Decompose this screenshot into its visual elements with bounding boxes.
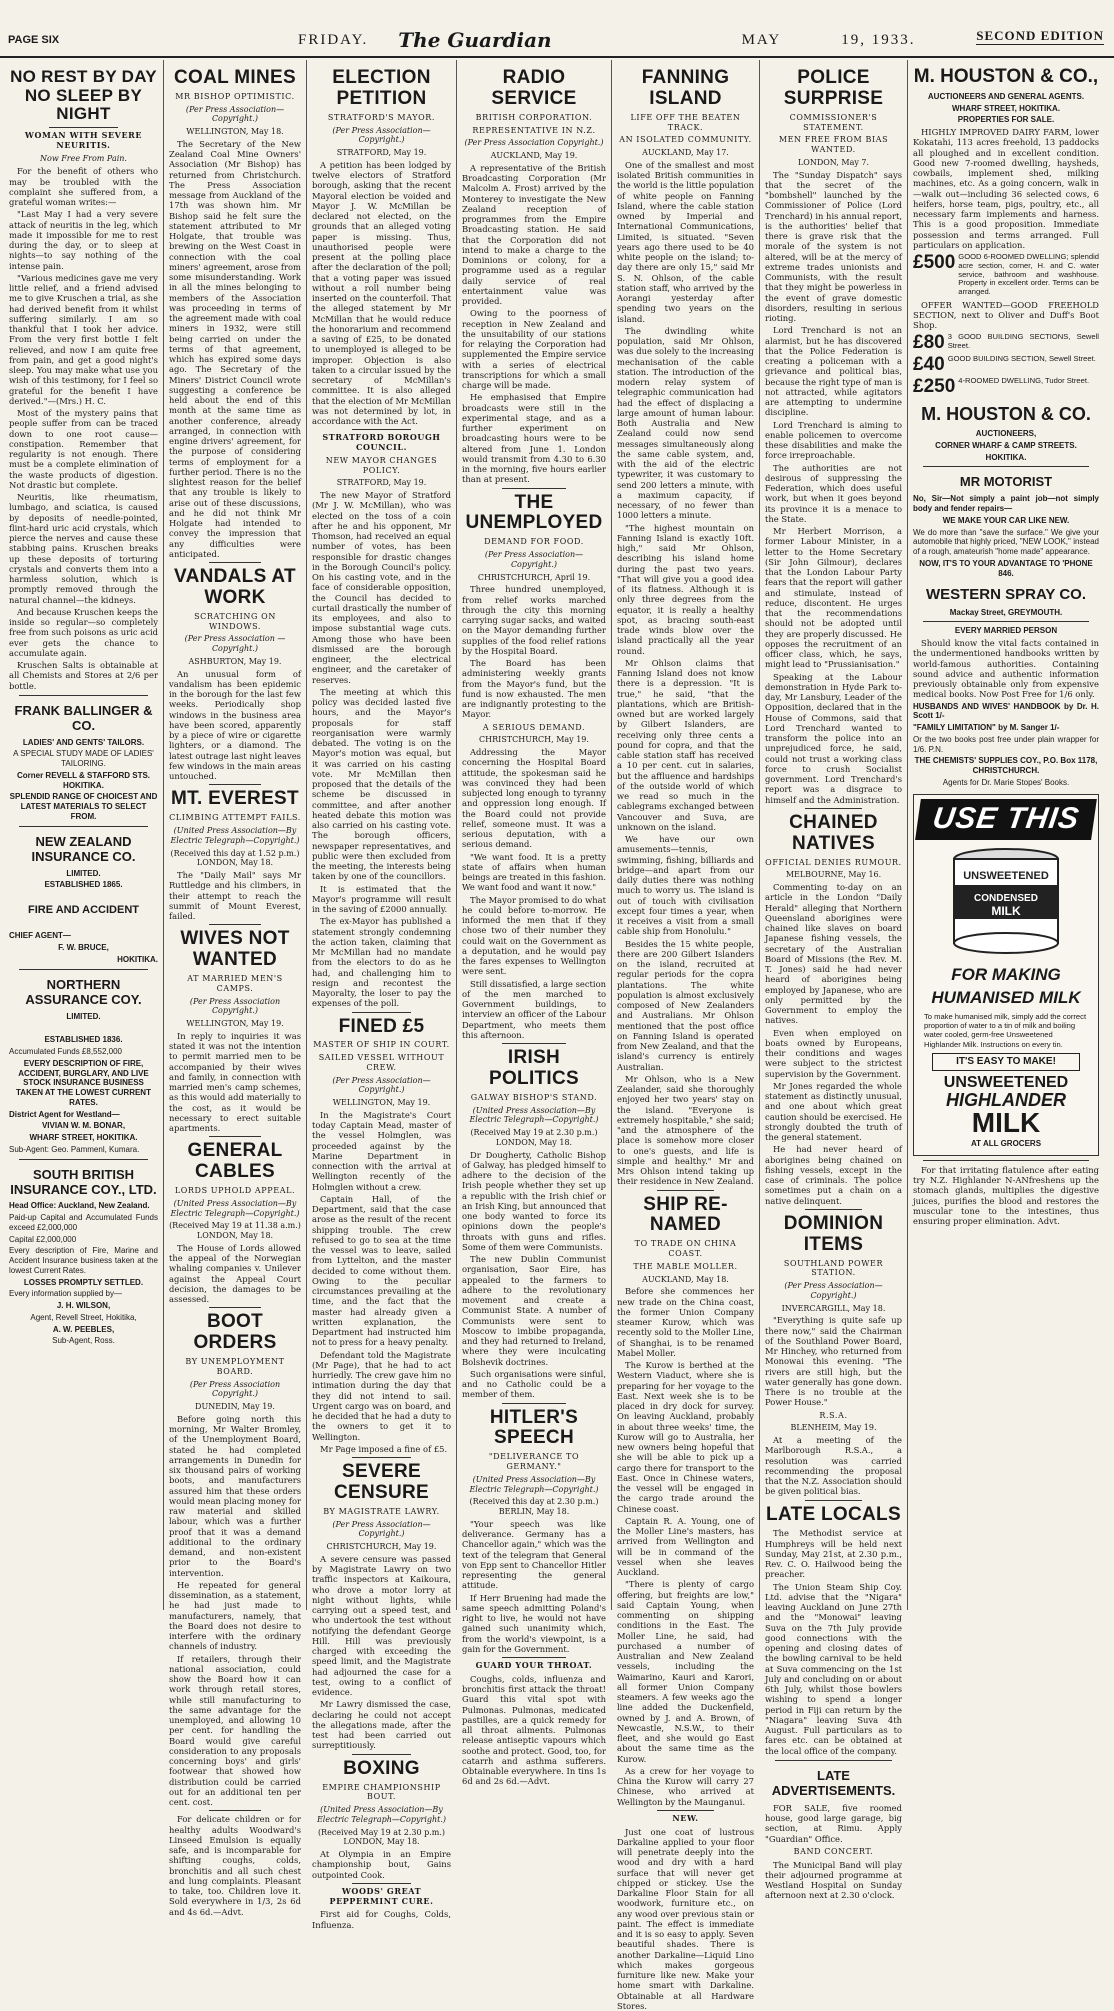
divider xyxy=(209,924,261,925)
article-paragraph: The Municipal Band will play their adjourned programme at Westland Hospital on Sunday afternoon next at 2.30 o'clock. xyxy=(765,1859,902,1901)
ad-line: Every information supplied by— xyxy=(9,1289,122,1299)
subheading: COMMISSIONER'S STATEMENT. xyxy=(789,112,878,132)
milk-instructions: To make humanised milk, simply add the correct proportion of water to a tin of milk and boiling water cooled, germ-free Unsweetened Highlander Milk. Instructions on every tin. xyxy=(924,1011,1087,1049)
ad-line: No, Sir—Not simply a paint job—not simply body and fender repairs— xyxy=(913,494,1099,514)
ad-line: Or the two books post free under plain wrapper for 1/6. P.N. xyxy=(913,734,1099,754)
dateline: CHRISTCHURCH, May 19. xyxy=(326,1542,437,1552)
price-listing xyxy=(913,253,1099,297)
dateline: WELLINGTON, May 19. xyxy=(332,1098,431,1108)
milk-tin-icon xyxy=(931,845,1081,955)
headline: DOMINION ITEMS xyxy=(783,1212,884,1255)
ad-paragraph: HIGHLY IMPROVED DAIRY FARM, lower Kokatahi, 113 acres freehold, 13 paddocks all ploughed and in excellent condition. Good new 7-roomed dwelling, haysheds, cowbails, implement shed, milking machines, etc. As a going concern, walk in—walk out—including 36 selected cows, 6 heifers, horse team, pigs, poultry, etc., all necessary farm implements and harness. This is a good proposition. Immediate possession and terms arranged. Full particulars on application. xyxy=(913,127,1099,250)
divider xyxy=(209,1307,261,1308)
credit-line: (United Press Association—By Electric Telegraph—Copyright.) xyxy=(316,1805,447,1824)
article-paragraph: Most of the mystery pains that people suffer from can be traced down to one root cause—constipation. Remember that regularity is not enough. There must be a complete elimination of the waste products of digestion. Not drastic but complete. xyxy=(9,408,158,490)
credit-line: (Per Press Association— Copyright.) xyxy=(332,125,431,145)
article-paragraph: Mr Ohlson, who is a New Zealander, said she thoroughly enjoyed her two years' stay on the island. "Everyone is extremely hospitable," she said; "and the atmosphere of the place is somehow more closer to one's guests, and life is simple and healthy." Mr and Mrs Ohlson intend taking up their residence in New Zealand. xyxy=(617,1073,754,1187)
divider xyxy=(923,621,1089,622)
price-amount: £500 xyxy=(913,252,956,274)
article-paragraph: The "Daily Mail" says Mr Ruttledge and his climbers, in their attempt to reach the summit of Mount Everest, failed. xyxy=(169,870,301,922)
dateline: AUCKLAND, May 19. xyxy=(490,151,578,161)
dateline: STRATFORD, May 19. xyxy=(336,478,427,488)
divider xyxy=(352,1754,411,1755)
subheading: GALWAY BISHOP'S STAND. xyxy=(470,1092,598,1102)
ad-line: EVERY DESCRIPTION OF FIRE, ACCIDENT, BURGLARY, AND LIVE STOCK INSURANCE BUSINESS TAKEN AT THE LOWEST CURRENT RATES. xyxy=(16,1058,151,1107)
ad-line: AUCTIONEERS AND GENERAL AGENTS. xyxy=(927,91,1085,101)
price-amount: £80 xyxy=(913,332,945,354)
credit-line: (Per Press Association—Copyright.) xyxy=(332,1519,431,1539)
milk-tagline: HUMANISED MILK xyxy=(931,988,1081,1008)
article-paragraph: FOR SALE, five roomed house, good large garage, big section, at Rimu. Apply "Guardian" Office. xyxy=(765,1802,902,1844)
subheading: Now Free From Pain. xyxy=(40,153,127,163)
ad-line: VIVIAN W. M. BONAR, xyxy=(41,1121,126,1131)
ad-line: ESTABLISHED 1865. xyxy=(44,880,123,890)
subheading: THE MABLE MOLLER. xyxy=(633,1261,738,1271)
dateline: (Received this day at 1.52 p.m.) LONDON, May 18. xyxy=(170,848,300,868)
dateline: (Received this day at 2.30 p.m.) BERLIN, May 18. xyxy=(469,1497,599,1517)
divider xyxy=(352,1012,411,1013)
subheading: CLIMBING ATTEMPT FAILS. xyxy=(169,813,301,823)
article-paragraph: Addressing the Mayor concerning the Hospital Board attitude, the spokesman said he was convinced they had been subjected long enough to tyranny and oppression long enough. If the Board could not provide relief, someone must. It was a serious deputation, with a serious demand. xyxy=(462,747,606,850)
dateline: LONDON, May 7. xyxy=(797,157,870,167)
columns xyxy=(4,60,1110,2011)
ad-line: SPLENDID RANGE OF CHOICEST AND LATEST MATERIALS TO SELECT FROM. xyxy=(9,792,158,821)
divider xyxy=(352,1457,411,1458)
divider xyxy=(352,429,411,430)
headline: FINED £5 xyxy=(338,1015,425,1037)
subheading: DEMAND FOR FOOD. xyxy=(484,537,584,547)
article-paragraph: Neuritis, like rheumatism, lumbago, and sciatica, is caused by deposits of needle-pointed, flint-hard uric acid crystals, which pierce the nerves and cause these stabbing pains. Kruschen breaks up these deposits of torturing crystals and converts them into a harmless solution, which is promptly removed through the natural channel—the kidneys. xyxy=(9,492,158,605)
credit-line: (Per Press Association— Copyright.) xyxy=(332,1075,431,1095)
price-amount: £250 xyxy=(913,376,956,398)
ad-title: MR MOTORIST xyxy=(959,474,1053,490)
article-paragraph: "Your speech was like deliverance. Germany has a Chancellor again," which was the text of the telegram that General von Epp sent to Chancellor Hitler representing the general attitude. xyxy=(462,1518,606,1591)
ad-line: Agent, Revell Street, Hokitika, xyxy=(30,1312,137,1322)
divider xyxy=(209,1810,261,1811)
dateline: STRATFORD, May 19. xyxy=(336,148,427,158)
article-paragraph: Mr Ohlson claims that Fanning Island does not know there is a depression. "It is true," he said, "that the plantations, which are British-owned but are worked largely by Gilbert Islanders, are receiving only three cents a pound for copra, and that the cable station staff has received a 10 per cent. cut in salaries, but the affluence and hardships of the outside world of which we read so much in the cablegrams exchanged between Vancouver and Suva, are unknown on the island. xyxy=(617,657,754,832)
divider xyxy=(657,1190,714,1191)
article-paragraph: "The highest mountain on Fanning Island is exactly 10ft. high," said Mr Ohlson, describing his island home during the past two years. "That will give you a good idea of its flatness. Although it is only three degrees from the equator, it is really a healthy spot, as bracing south-east trade winds blow over the island practically all the year round. xyxy=(617,522,754,656)
dateline: (Received May 19 at 2.30 p.m.) LONDON, May 18. xyxy=(470,1128,598,1147)
headline: CHAINED NATIVES xyxy=(789,811,878,854)
milk-brand: MILK xyxy=(971,1107,1041,1139)
ad-paragraph: For that irritating flatulence after eating try N.Z. Highlander N-ANfreshens up the stomach glands, multiplies the digestive juices, purifies the blood and restores the muscular tone to the intestines, thus ensuring proper elimination. Advt. xyxy=(913,1164,1099,1227)
subheading: MR BISHOP OPTIMISTIC. xyxy=(175,91,295,101)
article-paragraph: The Board has been administering weekly grants from the Mayor's fund, but the fund is now exhausted. The men are indignantly protesting to the Mayor. xyxy=(462,658,606,720)
subheading: MASTER OF SHIP IN COURT. xyxy=(313,1040,450,1050)
subheading: BY UNEMPLOYMENT BOARD. xyxy=(185,1357,285,1376)
article-paragraph: The Secretary of the New Zealand Coal Mine Owners' Association (Mr Bishop) has returned from Christchurch. The Press Association message from Auckland of the 17th was shown him. Mr Bishop said he felt sure the statement attributed to Mr Holgate, that trouble was brewing on the West Coast in connection with the coal miners' agreement, arose from some misunderstanding. Work in all the mines belonging to members of the Association was proceeding in terms of the agreement made with coal miners in 1932, were still being carried on under the terms of that agreement, which has expired some days ago. The Secretary of the Miners' District Council wrote suggesting a conference be held about the end of this month at the same time as another conference, already arranged, in connection with engine drivers' agreement, for the purpose of considering terms of employment for a further period. There is no the slightest reason for the belief that any trouble is likely to arise out of these discussions, and he did not think Mr Holgate had intended to convey the impression that any difficulties were anticipated. xyxy=(169,138,301,559)
ad-line: A. W. PEEBLES, xyxy=(52,1324,115,1334)
ad-line: A SPECIAL STUDY MADE OF LADIES' TAILORING. xyxy=(13,749,154,769)
article-paragraph: A severe censure was passed by Magistrate Lawry on two traffic inspectors at Kaikoura, who drove a motor lorry at night without lights, while carrying out a speed test, and who undertook the test without notifying the defendant George Hill. Hill was previously charged with exceeding the speed limit, and the Magistrate had adjourned the case for a test, owing to a conflict of evidence. xyxy=(312,1553,451,1698)
article-paragraph: In the Magistrate's Court today Captain Mead, master of the vessel Holmglen, was proceeded against by the Marine Department in connection with the arrival at Wellington recently of the Holmglen without a crew. xyxy=(312,1109,451,1192)
article-paragraph: The dwindling white population, said Mr Ohlson, was due solely to the increasing mechanisation of the cable station. The introduction of the modern relay system of telegraphic communication had had the effect of displacing a large amount of human labour. Both Australia and New Zealand could now send messages simultaneously along the same cable system, and, with the aid of the electric typewriter, it was customary to send 200 letters a minute, with a maximum capacity, if necessary, of no fewer than 1000 letters a minute. xyxy=(617,325,754,521)
subheading: EMPIRE CHAMPIONSHIP BOUT. xyxy=(322,1782,441,1802)
article-paragraph: The meeting at which this policy was decided lasted five hours, and the Mayor's proposals for staff reorganisation were warmly debated. The voting is on the Mayor's motion was equal, but it was carried on his casting vote. Mr McMillan then proposed that the details of the scheme be discussed in committee, and after another heated debate this motion was also carried on his casting vote. The borough officers, newspaper representatives, and public were then excluded from the meeting, the interests being taken by one of the councillors. xyxy=(312,686,451,882)
subheading: SOUTHLAND POWER STATION. xyxy=(783,1258,884,1278)
article-paragraph: The new Dublin Communist organisation, Saor Eire, has appealed to the farmers to adhere to the revolutionary movement and create a Communist State. A number of Communists were sent to Moscow to imbibe propaganda, and they had returned to Ireland, where they were inculcating Bolshevik doctrines. xyxy=(462,1254,606,1367)
ad-line: F. W. BRUCE, xyxy=(58,943,109,953)
dateline: CHRISTCHURCH, April 19. xyxy=(477,572,591,582)
divider xyxy=(923,466,1089,467)
headline: FANNING ISLAND xyxy=(641,67,730,109)
milk-advertisement xyxy=(913,794,1099,1156)
subheading: NEW MAYOR CHANGES POLICY. xyxy=(325,455,438,475)
credit-line: (Per Press Association— Copyright.) xyxy=(185,104,285,124)
price-amount: £40 xyxy=(913,354,945,376)
article-paragraph: Even when employed on boats owned by Europeans, their conditions and wages were subject to the strictest supervision by the Government. xyxy=(765,1027,902,1079)
subheading: WOMAN WITH SEVERE NEURITIS. xyxy=(24,130,143,150)
article-paragraph: Before going north this morning, Mr Walter Bromley, of the Unemployment Board, stated he had completed arrangements in Dunedin for six thousand pairs of working boots, and manufacturers assured him that these orders would mean placing money for raw material and skilled labour, which was a further proof that it was a demand additional to the ordinary demand, and non-existent prior to the Board's intervention. xyxy=(169,1413,301,1578)
ad-title: EVERY MARRIED PERSON xyxy=(954,626,1058,636)
article-paragraph: Still dissatisfied, a large section of the men marched to Government buildings, to interview an officer of the Labour Department, who meets them this afternoon. xyxy=(462,978,606,1040)
headline: LATE LOCALS xyxy=(766,1503,901,1525)
price-description: GOOD BUILDING SECTION, Sewell Street. xyxy=(947,354,1096,364)
article-paragraph: In reply to inquiries it was stated it was not the intention to permit married men to be accompanied by their wives and family, in connection with married men's camp schemes, as this would add materially to the cost, as it would be necessary to erect suitable apartments. xyxy=(169,1030,301,1134)
ad-line: LADIES' AND GENTS' TAILORS. xyxy=(22,737,145,747)
headline: HITLER'S SPEECH xyxy=(489,1406,579,1449)
milk-easy-label: IT'S EASY TO MAKE! xyxy=(932,1053,1080,1071)
ad-line: PROPERTIES FOR SALE. xyxy=(957,115,1055,125)
divider xyxy=(49,127,118,128)
ad-line: ESTABLISHED 1836. xyxy=(44,1035,123,1045)
tin-label-mid: CONDENSED xyxy=(974,893,1038,905)
ad-line: LIMITED. xyxy=(66,868,101,878)
divider xyxy=(805,1500,862,1501)
milk-brand: UNSWEETENED xyxy=(943,1074,1069,1092)
ad-line: Sub-Agent: Geo. Pammenl, Kumara. xyxy=(9,1144,140,1154)
price-listing xyxy=(913,333,1099,352)
divider xyxy=(775,1760,892,1761)
article-paragraph: Such organisations were sinful, and no Catholic could be a member of them. xyxy=(462,1368,606,1400)
divider xyxy=(502,1657,566,1658)
credit-line: (Per Press Association Copyright.) xyxy=(189,1379,281,1399)
divider xyxy=(209,784,261,785)
subheading: AN ISOLATED COMMUNITY. xyxy=(619,135,752,145)
ad-line: WHARF STREET, HOKITIKA. xyxy=(952,103,1060,113)
divider xyxy=(502,488,566,489)
article-paragraph: The House of Lords allowed the appeal of the Norwegian whaling companies v. Unilever against the Appeal Court decision, the damages to be assessed. xyxy=(169,1242,301,1305)
credit-line: (Per Press Association— Copyright.) xyxy=(784,1281,883,1300)
subheading: STRATFORD'S MAYOR. xyxy=(327,112,436,122)
divider xyxy=(502,1043,566,1044)
article-paragraph: A petition has been lodged by twelve electors of Stratford borough, asking that the recent Mayoral election be voided and Mayor J. W. McMillan be declared not elected, on the grounds that an alleged voting paper is missing. Thus, unauthorised people were present at the polling place after the declaration of the poll; that a voting paper was issued without a roll number being inserted on the counterfoil. That the alleged statement by Mr McMillan that he would reduce the honorarium and recommend a saving of £25, to be donated to unemployed is alleged to be improper. Objection is also taken to a circular issued by the secretary of McMillan's committee. It is also alleged that the election of Mr McMillan was not determined by lot, in accordance with the Act. xyxy=(312,159,451,427)
issue-day: FRIDAY. xyxy=(298,31,369,48)
subheading: STRATFORD BOROUGH COUNCIL. xyxy=(322,432,441,453)
subheading: BY MAGISTRATE LAWRY. xyxy=(323,1506,440,1516)
ad-line: FIRE AND ACCIDENT xyxy=(27,904,139,917)
article-paragraph: The new Mayor of Stratford (Mr J. W. McMillan), who was elected on the toss of a coin after he and his opponent, Mr Thomson, had received an equal number of votes, has been responsible for drastic changes in the Borough Council's policy. On his casting vote, and in the face of considerable opposition, the Council has decided to curtail drastically the number of its employees, and also to impose substantial wage cuts. Among those who have been dismissed are the borough engineer, the electrical engineer, and the caretaker of reserves. xyxy=(312,490,451,685)
divider xyxy=(923,1160,1089,1161)
column-3 xyxy=(307,60,457,1930)
subheading: "DELIVERANCE TO GERMANY." xyxy=(488,1452,580,1472)
ad-line: "FAMILY LIMITATION" by M. Sanger 1/- xyxy=(913,723,1060,733)
article-paragraph: Commenting to-day on an article in the London "Daily Herald" alleging that Northern Queensland aborigines were chained like slaves on board Japanese fishing vessels, the secretary of the Australian Board of Missions (the Rev. M. T. Jones) said he had never heard of aborigines being employed by Japanese, who are only permitted by the Government to employ the natives. xyxy=(765,882,902,1026)
credit-line: (United Press Association—By Electric Telegraph—Copyright.) xyxy=(469,1474,599,1494)
article-paragraph: He emphasised that Empire broadcasts were still in the experimental stage, and as a further experiment on broadcasting hours were to be altered from June 1. London would transmit from 4.30 to 6.30 in the morning, five hours earlier than at present. xyxy=(462,392,606,485)
divider xyxy=(502,1403,566,1404)
divider xyxy=(19,1159,148,1160)
headline: RADIO SERVICE xyxy=(491,67,577,109)
headline: ELECTION PETITION xyxy=(332,67,431,109)
article-paragraph: The Union Steam Ship Coy. Ltd. advise that the "Nigara" leaving Auckland on June 27th and the "Monowai" leaving Suva on the 7th July provide good connections with the opening and closing dates of the bowling carnival to be held at Suva commencing on the 1st July and concluding on or about 6th July, whilst those bowlers wishing to spend a longer period in Fiji can return by the "Niagara" leaving Suva 4th August. Full particulars as to fares etc. can be obtained at the local office of the company. xyxy=(765,1581,902,1756)
article-paragraph: Coughs, colds, influenza and bronchitis first attack the throat! Guard this vital spot with Pulmonas. Pulmonas, medicated pastilles, are a quick remedy for all throat ailments. Pulmonas release antiseptic vapours which soothe and protect. Good, too, for catarrh and asthma sufferers. Obtainable everywhere. In tins 1s 6d and 2s 6d.—Advt. xyxy=(462,1673,606,1787)
article-paragraph: Mr Lawry dismissed the case, declaring he could not accept the allegations made, after the test had been carried out surreptitiously. xyxy=(312,1699,451,1751)
subheading: NEW. xyxy=(672,1812,699,1823)
article-paragraph: The Kurow is berthed at the Western Viaduct, where she is preparing for her voyage to the East. Next week she is to be placed in dry dock for survey. On leaving Auckland, probably in about three weeks' time, the Kurow will go to Australia, her new owners being hopeful that she will be able to pick up a cargo there for transport to the East. Once in Chinese waters, the vessel will be engaged in the cargo trade around the Chinese coast. xyxy=(617,1360,754,1514)
ad-line: We do more than "save the surface." We give your automobile that highly priced, "NEW LOOK," instead of a rough, amateurish "home made" appearance. xyxy=(913,527,1099,557)
article-paragraph: Lord Trenchard is not an alarmist, but he has discovered that the Police Federation is creating a policeman with a grievance and political bias, because the right type of man is not attracted, while agitators are attempting to undermine discipline. xyxy=(765,325,903,418)
credit-line: (United Press Association—By Electric Telegraph—Copyright.) xyxy=(469,1105,599,1125)
ad-line: Corner REVELL & STAFFORD STS. HOKITIKA. xyxy=(16,770,151,790)
milk-tagline: FOR MAKING xyxy=(951,965,1061,985)
column-7 xyxy=(908,60,1104,1610)
divider xyxy=(657,1810,714,1811)
issue-month: MAY xyxy=(741,31,782,48)
article-paragraph: Lord Trenchard is aiming to enable policemen to overcome these disabilities and make the force irreproachable. xyxy=(765,419,902,461)
article-paragraph: We have our own amusements—tennis, swimming, fishing, billiards and bridge—and apart from our daily duties there was nothing much to worry us. The island is out of touch with civilisation except four times a year, when it receives a visit from a small cable ship from Honolulu." xyxy=(617,834,754,937)
article-paragraph: One of the smallest and most isolated British communities in the world is the little population of white people on Fanning Island, where the cable station owned by Imperial and International Communications, Limited, is situated. "Seven years ago there used to be 40 white people on the island; to-day there are only 15," said Mr S. N. Ohlson, of the cable station staff, who arrived by the Aorangi yesterday after spending two years on the island. xyxy=(617,159,755,324)
dateline: ASHBURTON, May 19. xyxy=(188,656,282,666)
tin-label-bottom: MILK xyxy=(991,904,1021,919)
dateline: WELLINGTON, May 18. xyxy=(186,127,284,137)
dateline: DUNEDIN, May 19. xyxy=(195,1402,275,1412)
subheading: OFFICIAL DENIES RUMOUR. xyxy=(765,857,902,867)
dateline: INVERCARGILL, May 18. xyxy=(781,1303,886,1313)
article-paragraph: For the benefit of others who may be troubled with the complaint she suffered from, a grateful woman writes:— xyxy=(9,166,158,208)
divider xyxy=(19,969,148,970)
headline: IRISH POLITICS xyxy=(488,1047,579,1089)
ad-line: Agents for Dr. Marie Stopes' Books. xyxy=(942,777,1070,787)
subheading: BAND CONCERT. xyxy=(793,1846,874,1856)
article-paragraph: Mr Page imposed a fine of £5. xyxy=(320,1443,448,1454)
article-paragraph: "Various medicines gave me very little relief, and a friend advised me to give Kruschen a trial, as she had derived benefit from it whilst suffering similarly. I am so thankful that I took her advice. From the very first bottle I felt relieved, and now I am quite free from pain, and get a good night's sleep. You may make what use you wish of this testimony, for I feel so grateful for the benefit I have derived."—(Mrs.) H. C. xyxy=(9,272,158,406)
article-paragraph: First aid for Coughs, Colds, Influenza. xyxy=(312,1909,451,1930)
headline: SHIP RE-NAMED xyxy=(643,1193,728,1236)
credit-line: (Per Press Association—Copyright.) xyxy=(484,550,584,569)
ad-line: Paid-up Capital and Accumulated Funds exceed £2,000,000 xyxy=(9,1213,158,1232)
credit-line: (Per Press Association Copyright.) xyxy=(464,138,604,148)
ad-line: LOSSES PROMPTLY SETTLED. xyxy=(23,1277,144,1287)
article-paragraph: He repeated for general dissemination, as a statement, he had just made to manufacturers, namely, that the Board does not desire to interfere with the ordinary channels of industry. xyxy=(169,1579,301,1652)
article-paragraph: The Mayor promised to do what he could before to-morrow. He informed the men that if they chose two of their number they could wait on the Government as a deputation, and he would pay the fares expenses to Wellington were sent. xyxy=(462,894,606,977)
article-paragraph: Captain R. A. Young, one of the Moller Line's masters, has arrived from Wellington and will be in command of the vessel when she leaves Auckland. xyxy=(617,1515,754,1578)
subheading: TO TRADE ON CHINA COAST. xyxy=(634,1239,737,1259)
column-5 xyxy=(612,60,760,2011)
credit-line: (United Press Association—By Electric Telegraph—Copyright.) xyxy=(170,1198,300,1218)
headline: COAL MINES xyxy=(174,67,296,88)
price-description: GOOD 6-ROOMED DWELLING; splendid acre section, corner, H. and C. water service, bathroom and washhouse. Property in excellent order. Terms can be arranged. xyxy=(958,252,1099,296)
article-paragraph: An unusual form of vandalism has been epidemic in the borough for the last few weeks. Periodically shop windows in the business area have been scored, apparently by a piece of wire or cigarette lighters, or a diamond. The latest outrage last night leaves few windows in the main areas untouched. xyxy=(169,668,301,782)
ad-line: Accumulated Funds £8,552,000 xyxy=(9,1047,122,1057)
article-paragraph: Captain Hall, of the Department, said that the case arose as the result of the recent shipping trouble. The crew refused to go to sea at the time the vessel was to leave, sailed from Lyttelton, and the master decided to come without them. Owing to the peculiar circumstances prevailing at the time, and the fact that the master had already given a written explanation, the Department had instructed him not to press for a heavy penalty. xyxy=(312,1193,451,1348)
page-number: PAGE SIX xyxy=(8,34,60,46)
price-listing xyxy=(913,377,1099,396)
article-paragraph: It is estimated that the Mayor's programme will result in the saving of £2000 annually. xyxy=(312,883,451,915)
subheading: AT MARRIED MEN'S CAMPS. xyxy=(187,974,283,993)
ad-line: Capital £2,000,000 xyxy=(9,1234,77,1244)
ad-line: J. H. WILSON, xyxy=(56,1301,111,1311)
article-paragraph: At Olympia in an Empire championship bout, Gains outpointed Cook. xyxy=(312,1849,451,1880)
ad-title: NEW ZEALAND INSURANCE CO. xyxy=(31,833,136,864)
milk-brand: HIGHLANDER xyxy=(946,1090,1066,1111)
subheading: MEN FREE FROM BIAS WANTED. xyxy=(778,135,889,155)
dateline: BLENHEIM, May 19. xyxy=(790,1423,877,1433)
divider xyxy=(805,1209,862,1210)
article-paragraph: As a crew for her voyage to China the Kurow will carry 27 Chinese, who arrived at Wellington by the Maunganui. xyxy=(617,1765,754,1807)
ad-line: Every description of Fire, Marine and Accident Insurance business taken at the lowest Current Rates. xyxy=(9,1246,158,1275)
subheading: R.S.A. xyxy=(819,1410,848,1420)
headline: MT. EVEREST xyxy=(171,788,299,810)
column-6 xyxy=(760,60,908,1901)
ad-title: SOUTH BRITISH INSURANCE COY., LTD. xyxy=(10,1166,157,1197)
ad-line: CHIEF AGENT— xyxy=(9,931,71,941)
column-1 xyxy=(4,60,164,1610)
issue-date: 19, 1933. xyxy=(841,31,916,48)
article-paragraph: "We want food. It is a pretty state of affairs when human beings are treated in this fashion. We want food and want it now." xyxy=(462,851,606,893)
article-paragraph: He had never heard of aborigines being chained on fishing vessels, except in the case of criminals. The police sometimes put a chain on a native delinquent. xyxy=(765,1144,902,1206)
article-paragraph: The "Sunday Dispatch" says that the secret of the "bombshell" launched by the Commissioner of Police (Lord Trenchard) in his annual report, is the authorities' belief that there is grave risk that the morale of the system is not altered, will be at the mercy of extreme trades unionists and Communists, with the result that they might be powerless in the event of grave domestic disorders, resulting in serious rioting. xyxy=(765,169,902,324)
headline: NO REST BY DAY NO SLEEP BY NIGHT xyxy=(10,67,157,124)
ad-line: HOKITIKA. xyxy=(117,954,158,964)
ad-line: AUCTIONEERS, xyxy=(975,429,1037,439)
divider xyxy=(352,1883,411,1884)
article-paragraph: Before she commences her new trade on the China coast, the former Union Company steamer Kurow, which was recently sold to the Moller Line, of Shanghai, is to be renamed Mabel Moller. xyxy=(617,1286,754,1358)
article-paragraph: Dr Dougherty, Catholic Bishop of Galway, has pledged himself to adhere to the decision of the Irish people whether they set up a republic with the Irish chief or an Irish King, but announced that one body wanted to force its opinions down the people's throats with guns and rifles. Some of them were Communists. xyxy=(462,1149,606,1252)
ad-title: FRANK BALLINGER & CO. xyxy=(14,702,153,733)
subheading: REPRESENTATIVE IN N.Z. xyxy=(472,125,596,135)
dateline: (Received May 19 at 2.30 p.m.) LONDON, May 18. xyxy=(317,1827,446,1847)
dateline: WELLINGTON, May 19. xyxy=(186,1019,284,1029)
subheading: SAILED VESSEL WITHOUT CREW. xyxy=(318,1053,445,1072)
ad-line: Sub-Agent, Ross. xyxy=(52,1336,115,1346)
column-2 xyxy=(164,60,307,1917)
ad-paragraph: OFFER WANTED—GOOD FREEHOLD SECTION, next to Oliver and Duff's Boot Shop. xyxy=(913,299,1099,331)
article-paragraph: Defendant told the Magistrate (Mr Page), that he had to act hurriedly. The crew gave him no intimation during the day that they did not intend to sail. Urgent cargo was on board, and he decided that he had a duty to the owners to get it to Wellington. xyxy=(312,1349,451,1442)
divider xyxy=(19,826,148,827)
ad-line: WHARF STREET, HOKITIKA. xyxy=(29,1133,138,1143)
ad-line: LIMITED. xyxy=(66,1011,101,1021)
article-paragraph: And because Kruschen keeps the inside so regular—so completely free from such poisons as uric acid ever gets the chance to accumulate again. xyxy=(9,606,158,658)
ad-line: HOKITIKA. xyxy=(985,452,1027,462)
divider xyxy=(209,562,261,563)
headline: THE UNEMPLOYED xyxy=(465,491,603,534)
ad-line: Head Office: Auckland, New Zealand. xyxy=(9,1201,150,1211)
ad-title: M. HOUSTON & CO. xyxy=(921,404,1091,425)
divider xyxy=(19,695,148,696)
milk-banner: USE THIS xyxy=(915,799,1097,840)
ad-title: M. HOUSTON & CO., xyxy=(913,66,1099,87)
ad-paragraph: Should know the vital facts contained in the undermentioned handbooks written by world-famous authorities. Containing sound advice and authentic information previously obtainable only from expensive medical books. Now Post Free for 1/6 only. xyxy=(913,638,1099,700)
ad-line: NOW, IT'S TO YOUR ADVANTAGE TO 'PHONE 846. xyxy=(919,558,1093,578)
article-paragraph: A representative of the British Broadcasting Corporation (Mr Malcolm A. Frost) arrived by the Monterey to investigate the New Zealand reception of programmes from the Empire Broadcasting station. He said that the Corporation did not intend to make a charge to the Dominions or colony, for a programme used as a regular daily service of real entertainment value was provided. xyxy=(462,162,606,307)
ad-line: WE MAKE YOUR CAR LIKE NEW. xyxy=(942,515,1070,525)
article-paragraph: If retailers, through their national association, could show the Board how it can work through retail stores, while still manufacturing to the same advantage for the unemployed, and allowing 10 per cent. for handling the Board would give careful consideration to any proposals concerning boys' and girls' footwear that showed how distribution could be carried out for an additional ten per cent. cost. xyxy=(169,1653,301,1808)
headline: POLICE SURPRISE xyxy=(783,67,884,109)
subheading: GUARD YOUR THROAT. xyxy=(475,1660,593,1671)
credit-line: (United Press Association—By Electric Telegraph—Copyright.) xyxy=(170,826,300,845)
article-paragraph: The authorities are not desirous of suppressing the Federation, which does useful work, but when it goes beyond its province it is a menace to the State. xyxy=(765,462,902,524)
ad-line: HUSBANDS AND WIVES' HANDBOOK by Dr. H. Scott 1/- xyxy=(913,701,1099,721)
ad-line: THE CHEMISTS' SUPPLIES COY., P.O. Box 1178, CHRISTCHURCH. xyxy=(914,756,1098,776)
article-paragraph: "Everything is quite safe up there now," said the Chairman of the Southland Power Board, Mr Hinchey, who returned from Monowai this evening. "The rivers are still high, but the water generally has gone down. There is no trouble at the Power House." xyxy=(765,1315,902,1408)
subheading: SCRATCHING ON WINDOWS. xyxy=(194,611,276,631)
milk-availability: AT ALL GROCERS xyxy=(970,1139,1042,1149)
headline: GENERAL CABLES xyxy=(187,1140,283,1183)
headline: WIVES NOT WANTED xyxy=(180,928,290,971)
headline: VANDALS AT WORK xyxy=(174,566,296,609)
edition-label: SECOND EDITION xyxy=(976,28,1104,43)
subheading: WOODS' GREAT PEPPERMINT CURE. xyxy=(329,1885,434,1906)
dateline: MELBOURNE, May 16. xyxy=(785,870,882,880)
article-paragraph: Besides the 15 white people, there are 200 Gilbert Islanders on the island, recruited at regular periods for the copra plantations. The white population is almost exclusively composed of New Zealanders and Australians. Mr Ohlson mentioned that the post office on Fanning Island is operated from New Zealand, and that the island's currency is entirely Australian. xyxy=(617,938,754,1072)
subheading: A SERIOUS DEMAND. xyxy=(482,722,586,732)
dateline: CHRISTCHURCH, May 19. xyxy=(479,735,589,745)
article-paragraph: Just one coat of lustrous Darkaline applied to your floor will penetrate deeply into the wood and dry with a hard surface that will never get chipped or stickey. Use the Darkaline Floor Stain for all woodwork, furniture etc., on any wood over previous stain or paint. The effect is immediate and it is so easy to apply. Seven beautiful shades. There is another Darkaline—Liquid Lino which makes gorgeous furniture like new. Make your home smart with Darkaline. Obtainable at all Hardware Stores. xyxy=(617,1826,754,2011)
ad-line: District Agent for Westland— xyxy=(9,1109,120,1119)
headline: BOOT ORDERS xyxy=(193,1311,277,1354)
article-paragraph: Owing to the poorness of reception in New Zealand and the unsuitability of our stations for relaying the Corporation had supplemented the Empire service with a series of electrical transcriptions for which a small charge will be made. xyxy=(462,308,606,391)
tin-label-top: UNSWEETENED xyxy=(963,870,1049,883)
dateline: AUCKLAND, May 18. xyxy=(642,1274,729,1284)
ad-title: NORTHERN ASSURANCE COY. xyxy=(25,976,142,1007)
article-paragraph: Mr Herbert Morrison, a former Labour Minister, in a letter to the Home Secretary (Sir John Gilmour), declares that the London Labour Party fears that the report will gather and stimulate, instead of reduce, discontent. He urges that the recommendations should not be adopted until they are properly discussed. He opposes the recruitment of an officer class, which, he says, might lead to "Prussianisation." xyxy=(765,526,902,670)
credit-line: (Per Press Association — Copyright.) xyxy=(184,634,286,654)
article-paragraph: The ex-Mayor has published a statement strongly condemning the action taken, claiming that Mr McMillan had no mandate from the electors to do as he had, and challenging him to resign and recontest the Mayoralty, the loser to pay the expenses of the poll. xyxy=(312,916,451,1009)
divider xyxy=(209,1136,261,1137)
headline: LATE ADVERTISEMENTS. xyxy=(771,1767,896,1798)
divider xyxy=(805,808,862,809)
article-paragraph: For delicate children or for healthy adults Woodward's Linseed Emulsion is equally safe, and is incomparable for shifting coughs, colds, bronchitis and all such chest and lung complaints. Pleasant to take, too. Children love it. Sold everywhere in 1/3, 2s 6d and 4s 6d.—Advt. xyxy=(169,1814,301,1917)
price-listing xyxy=(913,355,1099,374)
subheading: BRITISH CORPORATION. xyxy=(475,112,593,122)
newspaper-title: The Guardian xyxy=(398,28,552,52)
headline: SEVERE CENSURE xyxy=(333,1461,429,1504)
article-paragraph: Three hundred unemployed, from relief works marched through the city this morning carrying sugar sacks, and waited on the Mayor demanding further supplies of the food relief rations by the Hospital Board. xyxy=(462,584,606,656)
article-paragraph: The Methodist service at Humphreys will be held next Sunday, May 21st, at 2.30 p.m., Rev. C. O. Hailwood being the preacher. xyxy=(765,1528,902,1580)
dateline: (Received May 19 at 11.38 a.m.) LONDON, May 18. xyxy=(169,1221,301,1241)
subheading: LORDS UPHOLD APPEAL. xyxy=(174,1186,296,1196)
credit-line: (Per Press Association Copyright.) xyxy=(189,996,281,1016)
article-paragraph: "Last May I had a very severe attack of neuritis in the leg, which made it impossible for me to rest during the day, or to sleep at nights—to say nothing of the intense pain. xyxy=(9,209,158,271)
article-paragraph: Kruschen Salts is obtainable at all Chemists and Stores at 2/6 per bottle. xyxy=(9,660,158,691)
price-description: 4-ROOMED DWELLING, Tudor Street. xyxy=(958,376,1090,386)
article-paragraph: Mr Jones regarded the whole statement as distinctly unusual, and one about which great caution should be exercised. He strongly doubted the truth of the general statement. xyxy=(765,1080,902,1143)
subheading: LIFE OFF THE BEATEN TRACK. xyxy=(630,112,741,132)
headline: BOXING xyxy=(343,1757,420,1779)
article-paragraph: If Herr Bruening had made the same speech admitting Poland's right to live, he would not have gained such unanimity which, from the world's viewpoint, is a gain for the Government. xyxy=(462,1592,606,1654)
article-paragraph: "There is plenty of cargo offering, but freights are low," said Captain Young, when commenting on shipping conditions in the East. The Moller Line, he said, had purchased a number of Australian and New Zealand vessels, including the Waimarino, Kauri and Karori, all former Union Company steamers. A few weeks ago the line added the Duckenfield, owned by J. and A. Brown, of Newcastle, N.S.W., to their fleet, and she would go East about the same time as the Kurow. xyxy=(617,1579,754,1764)
ad-title: WESTERN SPRAY CO. xyxy=(925,586,1087,604)
ad-line: CORNER WHARF & CAMP STREETS. xyxy=(935,440,1077,450)
dateline: AUCKLAND, May 17. xyxy=(642,148,729,158)
column-4 xyxy=(457,60,612,1787)
masthead xyxy=(0,24,1114,58)
article-paragraph: Speaking at the Labour demonstration in Hyde Park to-day, Mr Lansbury, Leader of the Opposition, declared that in the House of Commons, said that Lord Trenchard wanted to transform the police into an unprejudiced force, he said, could not trust a working class force to crush Socialist government. Lord Trenchard's report was a disgrace to himself and the Administration. xyxy=(765,671,902,805)
ad-line: Mackay Street, GREYMOUTH. xyxy=(949,607,1063,617)
price-description: 3 GOOD BUILDING SECTIONS, Sewell Street. xyxy=(947,332,1099,351)
article-paragraph: At a meeting of the Marlborough R.S.A., a resolution was carried recommending the proposal that the N.Z. Association should be given political bias. xyxy=(765,1435,902,1497)
